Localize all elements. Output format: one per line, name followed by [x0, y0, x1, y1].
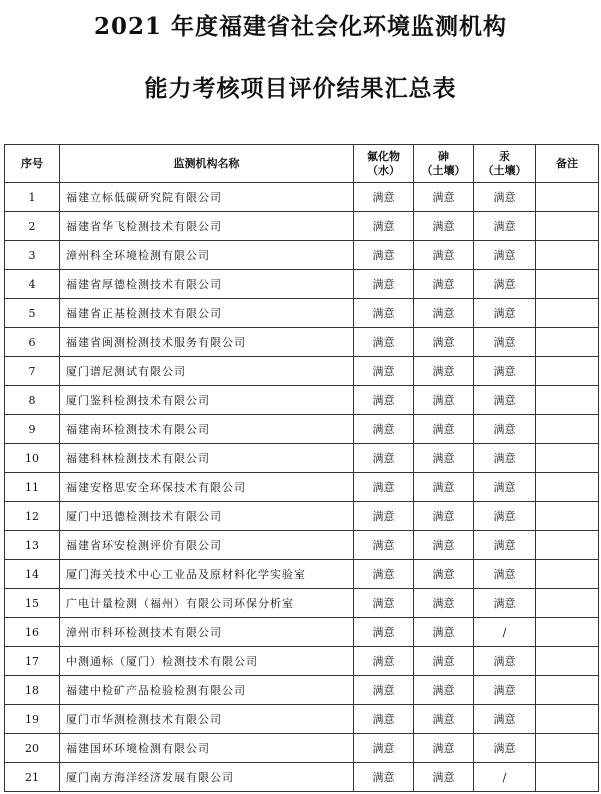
cell-arsenic-result: 满意 [414, 183, 474, 212]
cell-remark [536, 589, 599, 618]
cell-institution-name: 福建国环环境检测有限公司 [60, 734, 354, 763]
cell-remark [536, 241, 599, 270]
table-row [5, 560, 599, 589]
cell-arsenic-result: 满意 [414, 647, 474, 676]
cell-institution-name: 漳州科全环境检测有限公司 [60, 241, 354, 270]
cell-remark [536, 415, 599, 444]
cell-fluoride-result: 满意 [354, 357, 414, 386]
cell-mercury-result: 满意 [474, 444, 536, 473]
cell-arsenic-result: 满意 [414, 589, 474, 618]
cell-mercury-result: 满意 [474, 299, 536, 328]
cell-institution-name: 福建省闽测检测技术服务有限公司 [60, 328, 354, 357]
cell-mercury-result: 满意 [474, 415, 536, 444]
table-row [5, 473, 599, 502]
cell-fluoride-result: 满意 [354, 763, 414, 792]
cell-arsenic-result: 满意 [414, 618, 474, 647]
cell-institution-name: 福建科林检测技术有限公司 [60, 444, 354, 473]
table-row [5, 444, 599, 473]
cell-fluoride-result: 满意 [354, 502, 414, 531]
cell-remark [536, 560, 599, 589]
table-header [5, 145, 599, 183]
cell-fluoride-result: 满意 [354, 183, 414, 212]
cell-institution-name: 漳州市科环检测技术有限公司 [60, 618, 354, 647]
cell-fluoride-result: 满意 [354, 386, 414, 415]
cell-index: 8 [5, 386, 60, 415]
cell-index: 4 [5, 270, 60, 299]
cell-index: 3 [5, 241, 60, 270]
cell-institution-name: 中测通标（厦门）检测技术有限公司 [60, 647, 354, 676]
cell-remark [536, 357, 599, 386]
cell-remark [536, 328, 599, 357]
table-row [5, 531, 599, 560]
cell-institution-name: 厦门中迅德检测技术有限公司 [60, 502, 354, 531]
cell-remark [536, 270, 599, 299]
cell-arsenic-result: 满意 [414, 212, 474, 241]
cell-institution-name: 福建省正基检测技术有限公司 [60, 299, 354, 328]
cell-institution-name: 厦门南方海洋经济发展有限公司 [60, 763, 354, 792]
table-row [5, 589, 599, 618]
cell-fluoride-result: 满意 [354, 444, 414, 473]
cell-remark [536, 299, 599, 328]
cell-index: 16 [5, 618, 60, 647]
table-row [5, 647, 599, 676]
header-arsenic: 砷 （土壤） [414, 145, 474, 183]
cell-arsenic-result: 满意 [414, 270, 474, 299]
cell-remark [536, 647, 599, 676]
cell-remark [536, 473, 599, 502]
table-row [5, 734, 599, 763]
cell-arsenic-result: 满意 [414, 676, 474, 705]
cell-fluoride-result: 满意 [354, 647, 414, 676]
cell-index: 5 [5, 299, 60, 328]
table-row [5, 241, 599, 270]
cell-remark [536, 502, 599, 531]
cell-index: 21 [5, 763, 60, 792]
cell-mercury-result: 满意 [474, 502, 536, 531]
cell-fluoride-result: 满意 [354, 560, 414, 589]
cell-remark [536, 212, 599, 241]
cell-remark [536, 705, 599, 734]
cell-arsenic-result: 满意 [414, 531, 474, 560]
header-remark: 备注 [536, 145, 599, 183]
cell-mercury-result: 满意 [474, 647, 536, 676]
cell-fluoride-result: 满意 [354, 328, 414, 357]
table-row [5, 676, 599, 705]
table-row [5, 386, 599, 415]
cell-mercury-result: 满意 [474, 183, 536, 212]
header-index: 序号 [5, 145, 60, 183]
cell-index: 14 [5, 560, 60, 589]
cell-index: 7 [5, 357, 60, 386]
document-title-line2: 能力考核项目评价结果汇总表 [144, 75, 457, 102]
cell-index: 15 [5, 589, 60, 618]
cell-arsenic-result: 满意 [414, 473, 474, 502]
cell-mercury-result: 满意 [474, 241, 536, 270]
cell-remark [536, 734, 599, 763]
cell-arsenic-result: 满意 [414, 734, 474, 763]
cell-institution-name: 福建省厚德检测技术有限公司 [60, 270, 354, 299]
table-body [5, 183, 599, 792]
cell-mercury-result: 满意 [474, 357, 536, 386]
cell-index: 1 [5, 183, 60, 212]
cell-institution-name: 厦门鉴科检测技术有限公司 [60, 386, 354, 415]
header-mercury: 汞 （土壤） [474, 145, 536, 183]
cell-institution-name: 厦门市华测检测技术有限公司 [60, 705, 354, 734]
table-row [5, 618, 599, 647]
cell-index: 9 [5, 415, 60, 444]
cell-mercury-result: 满意 [474, 676, 536, 705]
cell-institution-name: 厦门海关技术中心工业品及原材料化学实验室 [60, 560, 354, 589]
cell-arsenic-result: 满意 [414, 705, 474, 734]
cell-index: 13 [5, 531, 60, 560]
cell-mercury-result: / [474, 763, 536, 792]
cell-fluoride-result: 满意 [354, 241, 414, 270]
results-table [4, 144, 599, 792]
cell-mercury-result: 满意 [474, 212, 536, 241]
cell-fluoride-result: 满意 [354, 618, 414, 647]
header-fluoride: 氟化物 （水） [354, 145, 414, 183]
cell-mercury-result: 满意 [474, 531, 536, 560]
cell-index: 2 [5, 212, 60, 241]
cell-institution-name: 广电计量检测（福州）有限公司环保分析室 [60, 589, 354, 618]
cell-fluoride-result: 满意 [354, 676, 414, 705]
cell-arsenic-result: 满意 [414, 763, 474, 792]
cell-institution-name: 福建省华飞检测技术有限公司 [60, 212, 354, 241]
cell-index: 11 [5, 473, 60, 502]
cell-institution-name: 福建中检矿产品检验检测有限公司 [60, 676, 354, 705]
cell-index: 19 [5, 705, 60, 734]
cell-arsenic-result: 满意 [414, 560, 474, 589]
cell-mercury-result: 满意 [474, 589, 536, 618]
cell-fluoride-result: 满意 [354, 415, 414, 444]
cell-remark [536, 444, 599, 473]
cell-index: 20 [5, 734, 60, 763]
header-row [5, 145, 599, 183]
cell-institution-name: 福建南环检测技术有限公司 [60, 415, 354, 444]
cell-mercury-result: / [474, 618, 536, 647]
cell-arsenic-result: 满意 [414, 415, 474, 444]
cell-fluoride-result: 满意 [354, 212, 414, 241]
cell-fluoride-result: 满意 [354, 531, 414, 560]
cell-index: 18 [5, 676, 60, 705]
table-row [5, 415, 599, 444]
cell-fluoride-result: 满意 [354, 734, 414, 763]
table-row [5, 763, 599, 792]
cell-arsenic-result: 满意 [414, 502, 474, 531]
cell-arsenic-result: 满意 [414, 241, 474, 270]
cell-fluoride-result: 满意 [354, 705, 414, 734]
cell-arsenic-result: 满意 [414, 386, 474, 415]
cell-index: 6 [5, 328, 60, 357]
cell-institution-name: 福建省环安检测评价有限公司 [60, 531, 354, 560]
table-row [5, 270, 599, 299]
cell-institution-name: 福建安格思安全环保技术有限公司 [60, 473, 354, 502]
header-name: 监测机构名称 [60, 145, 354, 183]
cell-institution-name: 厦门谱尼测试有限公司 [60, 357, 354, 386]
cell-remark [536, 183, 599, 212]
table-row [5, 705, 599, 734]
cell-remark [536, 618, 599, 647]
cell-index: 12 [5, 502, 60, 531]
cell-mercury-result: 满意 [474, 270, 536, 299]
cell-arsenic-result: 满意 [414, 299, 474, 328]
table-row [5, 212, 599, 241]
table-row [5, 299, 599, 328]
cell-institution-name: 福建立标低碳研究院有限公司 [60, 183, 354, 212]
cell-remark [536, 386, 599, 415]
cell-arsenic-result: 满意 [414, 357, 474, 386]
cell-fluoride-result: 满意 [354, 270, 414, 299]
cell-remark [536, 531, 599, 560]
cell-mercury-result: 满意 [474, 734, 536, 763]
cell-mercury-result: 满意 [474, 328, 536, 357]
document-title-line1: 2021 年度福建省社会化环境监测机构 [93, 13, 508, 40]
cell-mercury-result: 满意 [474, 560, 536, 589]
table-row [5, 183, 599, 212]
table-row [5, 357, 599, 386]
cell-mercury-result: 满意 [474, 705, 536, 734]
cell-arsenic-result: 满意 [414, 444, 474, 473]
cell-fluoride-result: 满意 [354, 589, 414, 618]
cell-arsenic-result: 满意 [414, 328, 474, 357]
table-row [5, 502, 599, 531]
cell-fluoride-result: 满意 [354, 299, 414, 328]
cell-remark [536, 763, 599, 792]
table-row [5, 328, 599, 357]
cell-index: 10 [5, 444, 60, 473]
cell-fluoride-result: 满意 [354, 473, 414, 502]
cell-mercury-result: 满意 [474, 386, 536, 415]
cell-index: 17 [5, 647, 60, 676]
cell-mercury-result: 满意 [474, 473, 536, 502]
cell-remark [536, 676, 599, 705]
